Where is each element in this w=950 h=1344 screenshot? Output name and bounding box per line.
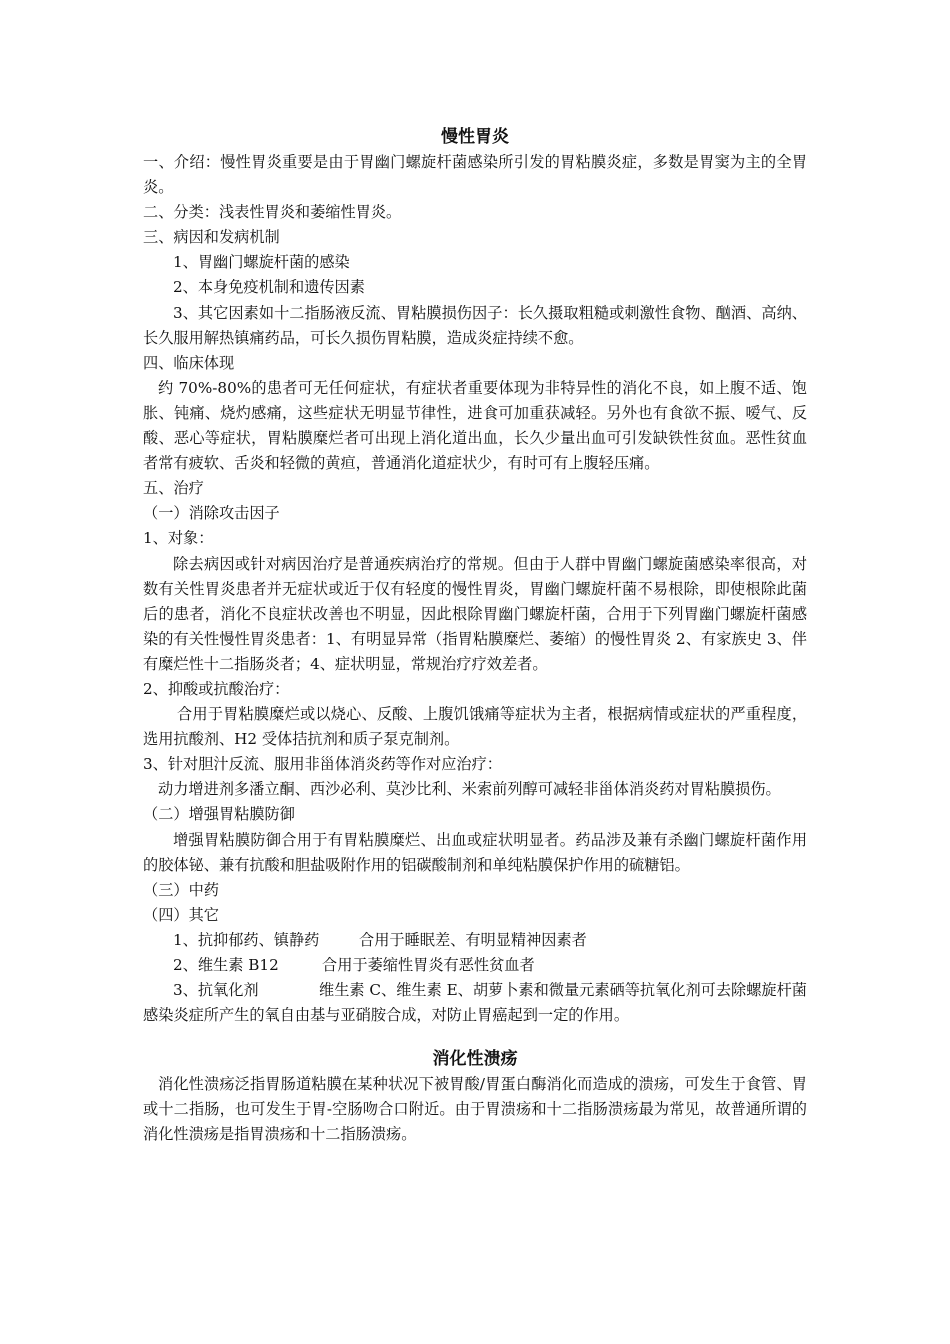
paragraph-target: 除去病因或针对病因治疗是普通疾病治疗的常规。但由于人群中胃幽门螺旋菌感染率很高，对数有关性胃炎患者并无症状或近于仅有轻度的慢性胃炎，胃幽门螺旋杆菌不易根除，即使根除此菌后的患者，消化不良症状改善也不明显，因此根除胃幽门螺旋杆菌，合用于下列胃幽门螺旋杆菌感染的有关性慢性胃炎患者：1、有明显异常（指胃粘膜糜烂、萎缩）的慢性胃炎 2、有家族史 3、伴有糜烂性十二指肠炎者；4、症状明显，常规治疗疗效差者。 (143, 554, 807, 673)
section-title-peptic-ulcer: 消化性溃疡 (432, 1049, 518, 1070)
paragraph-clinical: 约 70%-80%的患者可无任何症状，有症状者重要体现为非特异性的消化不良，如上腹不适、饱胀、钝痛、烧灼感痛，这些症状无明显节律性，进食可加重获减轻。另外也有食欲不振、嗳气、反酸、恶心等症状，胃粘膜糜烂者可出现上消化道出血，长久少量出血可引发缺铁性贫血。恶性贫血者常有疲软、舌炎和轻微的黄疸，普通消化道症状少，有时可有上腹轻压痛。 (143, 378, 807, 473)
list-item-other-2-desc: 合用于萎缩性胃炎有恶性贫血者 (322, 956, 535, 974)
paragraph-mucosa: 增强胃粘膜防御合用于有胃粘膜糜烂、出血或症状明显者。药品涉及兼有杀幽门螺旋杆菌作用的胶体铋、兼有抗酸和胆盐吸附作用的铝碳酸制剂和单纯粘膜保护作用的硫糖铝。 (143, 830, 807, 874)
subheading-acid: 2、抑酸或抗酸治疗： (143, 679, 290, 698)
list-item-other-1-label: 1、抗抑郁药、镇静药 (173, 930, 320, 949)
list-item-other-3-label: 3、抗氧化剂 (173, 981, 259, 1000)
list-item-other-1 (143, 928, 807, 953)
section-title-chronic-gastritis: 慢性胃炎 (441, 127, 509, 147)
list-item-other-1-desc: 合用于睡眠差、有明显精神因素者 (359, 930, 587, 949)
list-item-other-3 (143, 978, 807, 1028)
list-item-etiology-3: 3、其它因素如十二指肠液反流、胃粘膜损伤因子：长久摄取粗糙或刺激性食物、酗酒、高纳、长久服用解热镇痛药品，可长久损伤胃粘膜，造成炎症持续不愈。 (143, 303, 807, 347)
paragraph-classification: 二、分类：浅表性胃炎和萎缩性胃炎。 (143, 203, 402, 222)
subheading-treatment-1: （一）消除攻击因子 (143, 504, 280, 523)
heading-etiology: 三、病因和发病机制 (143, 228, 280, 247)
list-item-etiology-1: 1、胃幽门螺旋杆菌的感染 (173, 253, 350, 272)
subheading-treatment-3: （三）中药 (143, 880, 219, 899)
subheading-treatment-2: （二）增强胃粘膜防御 (143, 805, 295, 824)
subheading-bile: 3、针对胆汁反流、服用非甾体消炎药等作对应治疗： (143, 755, 502, 774)
paragraph-intro: 一、介绍：慢性胃炎重要是由于胃幽门螺旋杆菌感染所引发的胃粘膜炎症，多数是胃窦为主的全胃炎。 (143, 153, 807, 197)
list-item-other-2 (143, 953, 807, 978)
list-item-other-3-desc: 维生素 C、维生素 E、胡萝卜素和微量元素硒等抗氧化剂可去除螺旋杆菌感染炎症所产生的氧自由基与亚硝胺合成，对防止胃癌起到一定的作用。 (143, 981, 807, 1025)
list-item-other-2-label: 2、维生素 B12 (173, 956, 279, 974)
subheading-target: 1、对象： (143, 529, 214, 548)
paragraph-acid: 合用于胃粘膜糜烂或以烧心、反酸、上腹饥饿痛等症状为主者，根据病情或症状的严重程度，选用抗酸剂、H2 受体拮抗剂和质子泵克制剂。 (143, 705, 807, 749)
paragraph-bile: 动力增进剂多潘立酮、西沙必利、莫沙比利、米索前列醇可减轻非甾体消炎药对胃粘膜损伤。 (158, 780, 781, 799)
paragraph-peptic-ulcer: 消化性溃疡泛指胃肠道粘膜在某种状况下被胃酸/胃蛋白酶消化而造成的溃疡，可发生于食管、胃或十二指肠，也可发生于胃-空肠吻合口附近。由于胃溃疡和十二指肠溃疡最为常见，故普通所谓的消化性溃疡是指胃溃疡和十二指肠溃疡。 (143, 1075, 807, 1144)
heading-clinical: 四、临床体现 (143, 353, 235, 372)
list-item-etiology-2: 2、本身免疫机制和遗传因素 (173, 278, 365, 297)
heading-treatment: 五、治疗 (143, 479, 204, 498)
subheading-treatment-4: （四）其它 (143, 905, 219, 924)
